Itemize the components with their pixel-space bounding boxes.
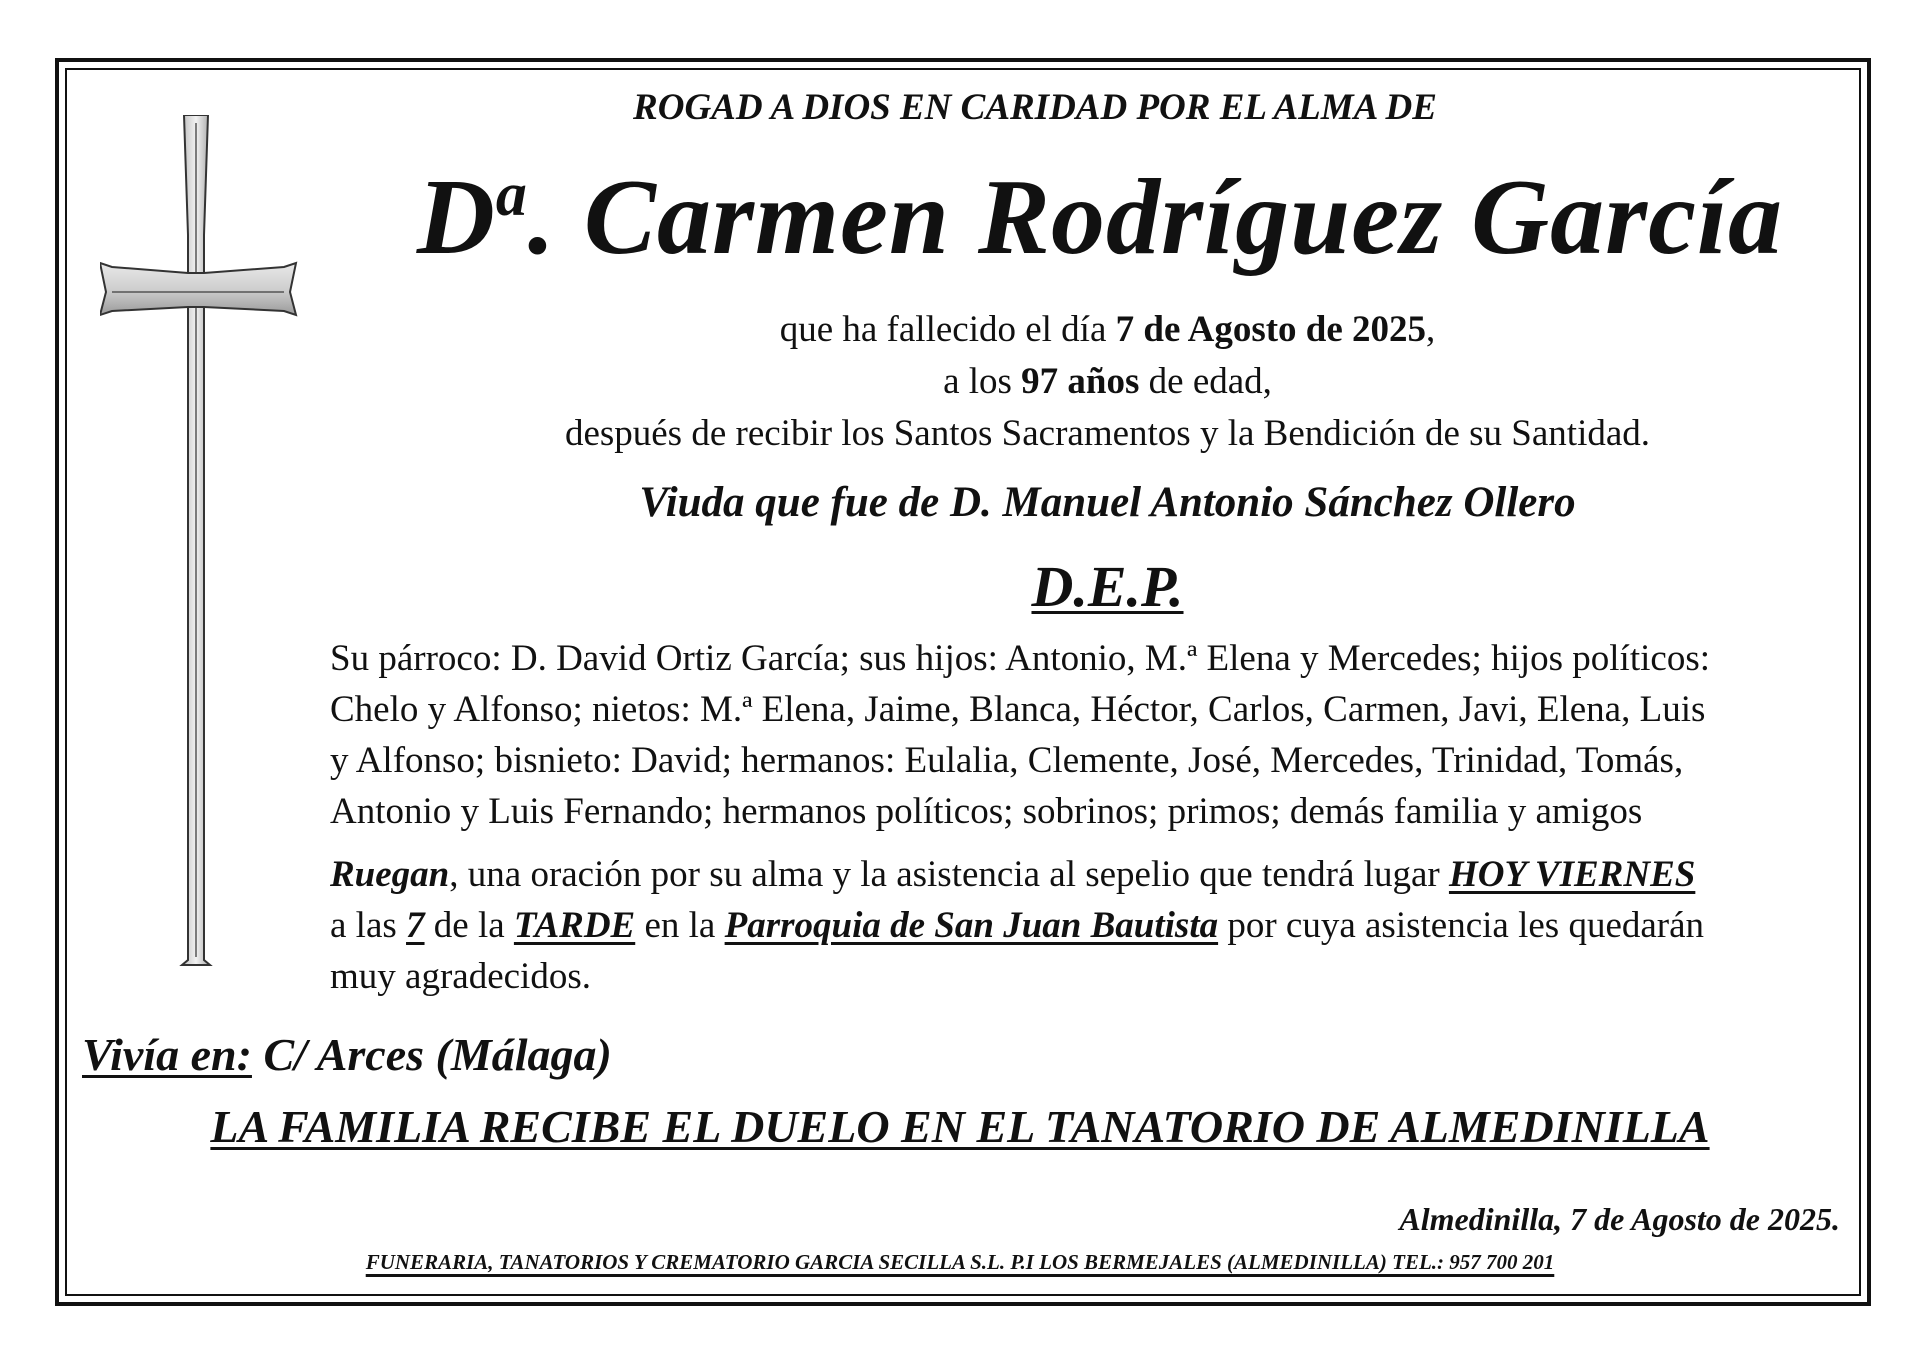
ruegan-line [330,853,1695,896]
family-line: Chelo y Alfonso; nietos: M.ª Elena, Jaime, Blanca, Héctor, Carlos, Carmen, Javi, Elena, Luis [330,689,1706,730]
age-line-post: de edad, [1139,361,1272,402]
deceased-name [330,156,1870,280]
ruegan-text: por cuya asistencia les quedarán [1218,905,1705,946]
ruegan-text: a las [330,905,407,946]
ruegan-line [330,904,1704,947]
address-line [82,1028,612,1081]
family-receives-line: LA FAMILIA RECIBE EL DUELO EN EL TANATORIO DE ALMEDINILLA [210,1101,1710,1152]
family-line: y Alfonso; bisnieto: David; hermanos: Eulalia, Clemente, José, Mercedes, Trinidad, Tomás, [330,740,1684,781]
age-line-pre: a los [943,361,1022,402]
address-label: Vivía en: [82,1029,252,1080]
death-date: 7 de Agosto de 2025 [1115,309,1427,350]
burial-day: HOY VIERNES [1448,854,1696,895]
dateline: Almedinilla, 7 de Agosto de 2025. [1399,1201,1840,1237]
age-line [330,360,1885,403]
burial-time-of-day: TARDE [513,905,636,946]
name-prefix-sup: a [495,161,528,229]
family-line: Su párroco: D. David Ortiz García; sus hijos: Antonio, M.ª Elena y Mercedes; hijos políticos: [330,638,1711,679]
cross-icon [100,115,310,975]
ruegan-text: de la [424,905,514,946]
widow-line: Viuda que fue de D. Manuel Antonio Sánchez Ollero [639,479,1576,526]
death-date-line [330,308,1885,351]
address-value: C/ Arces (Málaga) [251,1029,612,1080]
name-rest: . Carmen Rodríguez García [527,158,1784,277]
ruegan-word: Ruegan [330,854,450,895]
ruegan-text: , una oración por su alma y la asistencia al sepelio que tendrá lugar [449,854,1449,895]
funeral-home-footer: FUNERARIA, TANATORIOS Y CREMATORIO GARCIA SECILLA S.L. P.I LOS BERMEJALES (ALMEDINILLA) TEL.: 957 700 201 [365,1250,1555,1274]
burial-place: Parroquia de San Juan Bautista [724,905,1219,946]
name-prefix: D [416,158,496,277]
sacraments-line: después de recibir los Santos Sacramentos y la Bendición de su Santidad. [564,413,1651,454]
family-line: Antonio y Luis Fernando; hermanos políticos; sobrinos; primos; demás familia y amigos [330,791,1643,832]
age-value: 97 años [1021,361,1140,402]
dep-label: D.E.P. [1031,554,1184,619]
ruegan-text: en la [635,905,725,946]
header-text: ROGAD A DIOS EN CARIDAD POR EL ALMA DE [633,87,1437,128]
death-line-pre: que ha fallecido el día [779,309,1116,350]
burial-hour: 7 [406,905,425,946]
ruegan-line: muy agradecidos. [330,956,591,997]
death-line-post: , [1426,309,1436,350]
